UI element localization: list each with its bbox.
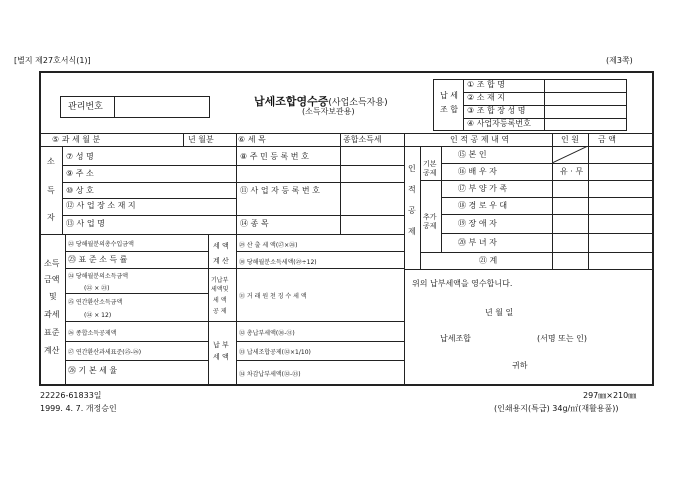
footer-paper: (인쇄용지(특급) 34g/㎡(재활용품)) — [494, 404, 619, 413]
ded-disabled: ⑲ 장 애 자 — [458, 219, 497, 228]
calc-base-rate: ㉘ 기 본 세 율 — [68, 366, 118, 375]
diagonal-strike — [552, 146, 588, 163]
paid-label: 세 액 — [213, 297, 227, 304]
hdr-tax-item: ⑥ 세 목 — [238, 135, 266, 144]
calc-side-line: 계산 — [44, 346, 60, 355]
paid-label: 기납부 — [211, 277, 229, 284]
union-label-1: 납 세 — [440, 91, 458, 100]
calc-net-payment: ㉞ 차감납부세액(㉜-㉝) — [239, 371, 301, 378]
field-address: ⑨ 주 소 — [66, 169, 94, 178]
receipt-date: 년 월 일 — [485, 308, 514, 317]
basic-deduction-label: 기본 공제 — [423, 160, 437, 178]
deduction-side-char: 적 — [408, 185, 416, 194]
receipt-to: 귀하 — [512, 361, 528, 370]
field-resident-no: ⑧ 주 민 등 록 번 호 — [240, 152, 309, 161]
calc-side-line: 및 — [49, 292, 57, 301]
tax-calc-label: 계 산 — [213, 257, 229, 265]
footer-code: 22226-61833일 — [40, 391, 102, 400]
hdr-tax-month: ⑤ 과 세 월 분 — [52, 135, 101, 144]
pay-label: 세 액 — [213, 353, 229, 361]
calc-union-deduction: ㉝ 납세조합공제(㉜×1/10) — [239, 349, 311, 356]
ded-self: ⑮ 본 인 — [458, 150, 487, 159]
tax-calc-label: 세 액 — [213, 242, 229, 250]
field-name: ⑦ 성 명 — [66, 152, 94, 161]
deduction-side-char: 제 — [408, 227, 416, 236]
pay-label: 납 부 — [213, 341, 229, 349]
union-item: ③ 조 합 장 성 명 — [467, 106, 526, 115]
field-biz-reg-no: ⑪ 사 업 자 등 록 번 호 — [240, 186, 320, 195]
field-business-name: ⑬ 사 업 명 — [66, 219, 105, 228]
calc-annual-income: ㉕ 연간환산소득금액 — [68, 299, 123, 306]
calc-computed-tax: ㉙ 산 출 세 액(㉗×㉘) — [239, 242, 298, 249]
receipt-union: 납세조합 — [440, 334, 471, 343]
calc-side-line: 표준 — [44, 328, 60, 337]
title-paren: (사업소득자용) — [328, 98, 388, 108]
form-number: [별지 제27호서식(1)] — [14, 56, 91, 65]
calc-deduction-total: ㉖ 종합소득공제액 — [68, 330, 117, 337]
calc-std-income-rate: ㉓ 표 준 소 득 률 — [68, 255, 128, 264]
hdr-year-month: 년 월분 — [188, 135, 214, 144]
receipt-sign: (서명 또는 인) — [537, 334, 587, 343]
income-side-char: 자 — [47, 213, 55, 222]
footer-approval: 1999. 4. 7. 개정승인 — [40, 404, 117, 413]
receipt-statement: 위의 납부세액을 영수합니다. — [412, 279, 513, 288]
field-workplace: ⑫ 사 업 장 소 재 지 — [66, 201, 136, 210]
calc-side-line: 소득 — [44, 259, 60, 268]
field-business-type: ⑭ 종 목 — [240, 219, 269, 228]
page-indicator: (제3쪽) — [606, 56, 633, 65]
union-label-2: 조 합 — [440, 105, 458, 114]
title-sub: (소득자보관용) — [302, 107, 355, 116]
paid-label: 세액및 — [211, 286, 229, 293]
calc-total-income: ㉒ 당해월분의총수입금액 — [68, 241, 134, 248]
hdr-tax-type: 종합소득세 — [343, 135, 382, 144]
ded-dependents: ⑰ 부 양 가 족 — [458, 184, 508, 193]
extra-deduction-label: 추가 공제 — [423, 213, 437, 231]
deduction-side-char: 인 — [408, 164, 416, 173]
hdr-count: 인 원 — [561, 135, 579, 144]
title-main: 납세조합영수증 — [254, 95, 329, 108]
union-item: ② 소 재 지 — [467, 93, 505, 102]
calc-annual-income-formula: (㉔ × 12) — [84, 312, 112, 319]
calc-month-income: ㉔ 당해월분의소득금액 — [68, 273, 129, 280]
income-side-char: 소 — [47, 157, 55, 166]
ded-elderly: ⑱ 경 로 우 대 — [458, 201, 508, 210]
mgmt-no-label: 관리번호 — [68, 102, 103, 112]
deduction-side-char: 공 — [408, 206, 416, 215]
footer-size: 297㎜×210㎜ — [583, 391, 637, 400]
calc-month-tax: ㉚ 당해월분소득세액(㉙÷12) — [239, 259, 317, 266]
hdr-amount: 금 액 — [598, 135, 616, 144]
income-side-char: 득 — [47, 186, 55, 195]
ded-total: ㉑ 계 — [479, 256, 498, 265]
calc-total-payment: ㉜ 총납부세액(㉚-㉛) — [239, 330, 295, 337]
hdr-deduction: 인 적 공 제 내 역 — [450, 135, 510, 144]
paid-label: 공 제 — [213, 308, 227, 315]
calc-side-line: 과세 — [44, 310, 60, 319]
union-item: ④ 사업자등록번호 — [467, 119, 531, 128]
calc-month-income-formula: (㉒ × ㉓) — [84, 285, 110, 292]
calc-withheld-tax: ㉛ 거 래 원 천 징 수 세 액 — [239, 293, 307, 300]
ded-women: ⑳ 부 녀 자 — [458, 238, 497, 247]
union-item: ① 조 합 명 — [467, 80, 505, 89]
field-trade-name: ⑩ 상 호 — [66, 186, 94, 195]
calc-tax-base: ㉗ 연간환산과세표준(㉕-㉖) — [68, 349, 142, 356]
ded-spouse: ⑯ 배 우 자 — [458, 167, 497, 176]
calc-side-line: 금액 — [44, 275, 60, 284]
spouse-yes-no: 유 · 무 — [560, 167, 584, 176]
